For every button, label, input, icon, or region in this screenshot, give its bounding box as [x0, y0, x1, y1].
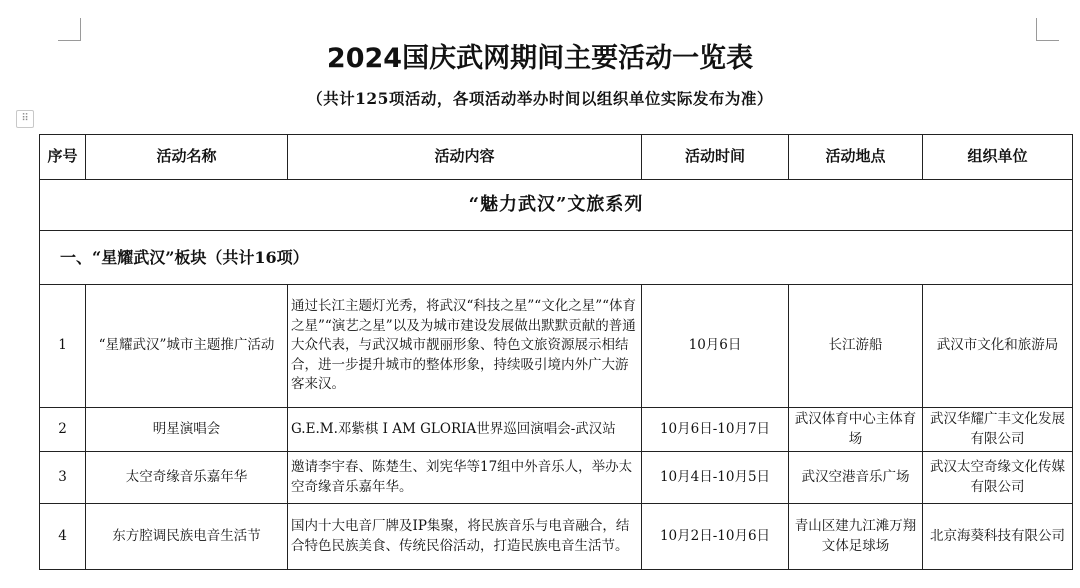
- header-organizer: 组织单位: [923, 135, 1073, 180]
- row-content: 通过长江主题灯光秀，将武汉“科技之星”“文化之星”“体育之星”“演艺之星”以及为城市建设发展做出默默贡献的普通大众代表，与武汉城市靓丽形象、特色文旅资源展示相结合，进一步提升城市的整体形象，持续吸引境内外广大游客来汉。: [288, 285, 642, 408]
- row-location: 武汉体育中心主体育场: [789, 408, 923, 452]
- section-row: [40, 180, 1073, 231]
- row-seq: 2: [40, 408, 86, 452]
- table-move-handle-icon[interactable]: ⠿: [16, 110, 34, 128]
- header-location: 活动地点: [789, 135, 923, 180]
- row-content: 邀请李宇春、陈楚生、刘宪华等17组中外音乐人，举办太空奇缘音乐嘉年华。: [288, 452, 642, 504]
- block-row: [40, 231, 1073, 285]
- header-seq: 序号: [40, 135, 86, 180]
- row-time: 10月4日-10月5日: [642, 452, 789, 504]
- table-row: [40, 452, 1073, 504]
- row-organizer: 武汉华耀广丰文化发展有限公司: [923, 408, 1073, 452]
- row-name: “星耀武汉”城市主题推广活动: [86, 285, 288, 408]
- row-seq: 3: [40, 452, 86, 504]
- row-location: 青山区建九江滩万翔文体足球场: [789, 504, 923, 570]
- row-content: G.E.M.邓紫棋 I AM GLORIA世界巡回演唱会-武汉站: [288, 408, 642, 452]
- section-title: “魅力武汉”文旅系列: [40, 180, 1073, 231]
- document-title: 2024国庆武网期间主要活动一览表: [326, 43, 754, 74]
- table-row: [40, 285, 1073, 408]
- row-content: 国内十大电音厂牌及IP集聚，将民族音乐与电音融合，结合特色民族美食、传统民俗活动，打造民族电音生活节。: [288, 504, 642, 570]
- row-organizer: 北京海葵科技有限公司: [923, 504, 1073, 570]
- row-location: 长江游船: [789, 285, 923, 408]
- header-content: 活动内容: [288, 135, 642, 180]
- block-title: 一、“星耀武汉”板块（共计16项）: [40, 231, 1073, 285]
- activity-table: [39, 134, 1073, 570]
- row-time: 10月6日: [642, 285, 789, 408]
- table-header-row: [40, 135, 1073, 180]
- row-name: 明星演唱会: [86, 408, 288, 452]
- row-name: 太空奇缘音乐嘉年华: [86, 452, 288, 504]
- row-time: 10月2日-10月6日: [642, 504, 789, 570]
- row-name: 东方腔调民族电音生活节: [86, 504, 288, 570]
- header-time: 活动时间: [642, 135, 789, 180]
- table-row: [40, 504, 1073, 570]
- row-seq: 4: [40, 504, 86, 570]
- row-seq: 1: [40, 285, 86, 408]
- row-organizer: 武汉市文化和旅游局: [923, 285, 1073, 408]
- row-time: 10月6日-10月7日: [642, 408, 789, 452]
- header-name: 活动名称: [86, 135, 288, 180]
- document-subtitle: （共计125项活动，各项活动举办时间以组织单位实际发布为准）: [307, 89, 773, 108]
- table-row: [40, 408, 1073, 452]
- row-organizer: 武汉太空奇缘文化传媒有限公司: [923, 452, 1073, 504]
- row-location: 武汉空港音乐广场: [789, 452, 923, 504]
